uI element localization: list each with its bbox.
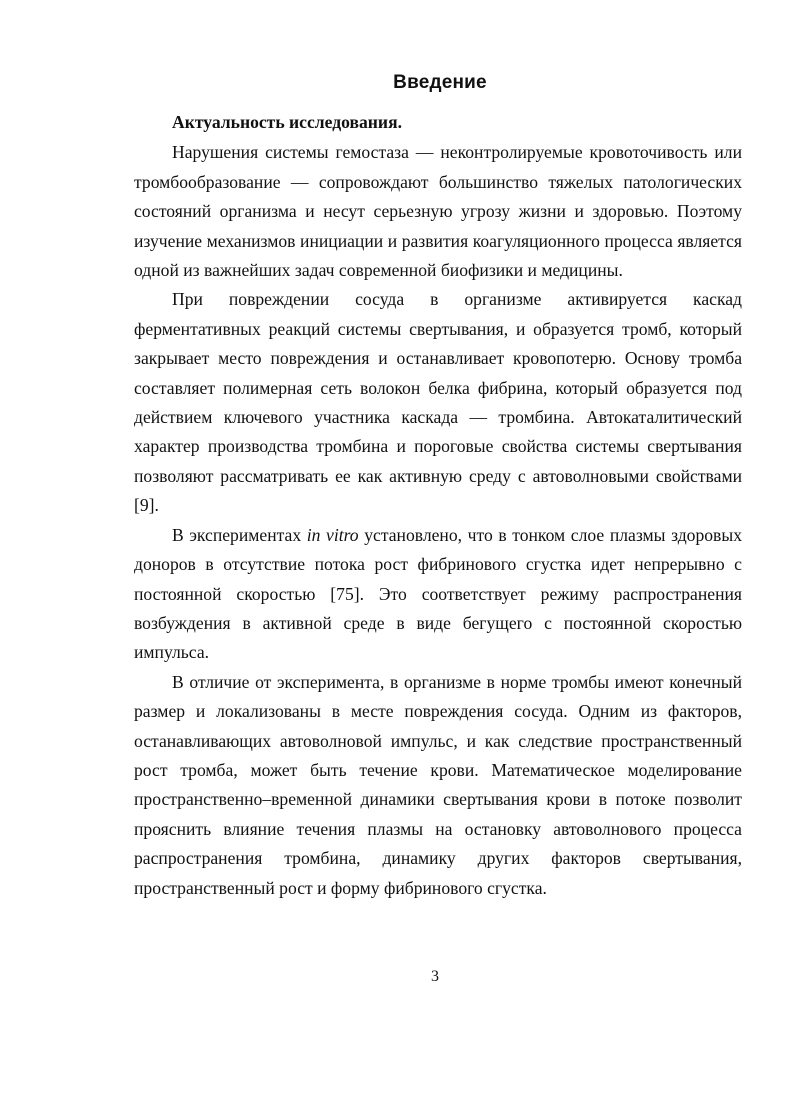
section-subheading: Актуальность исследования. <box>172 112 402 132</box>
paragraph-3-rest: установлено, что в тонком слое плазмы здоровых доноров в отсутствие потока рост фибринового сгустка идет непрерывно с постоянной скоростью [75]. Это соответствует режиму распространения возбуждения в активной среде в виде бегущего с постоянной скоростью импульса. <box>134 524 742 663</box>
paragraph-1: Нарушения системы гемостаза — неконтролируемые кровоточивость или тромбообразование — сопровождают большинство тяжелых патологических состояний организма и несут серьезную угрозу жизни и здоровью. Поэтому изучение механизмов инициации и развития коагуляционного процесса является одной из важнейших задач современной биофизики и медицины. <box>134 142 742 281</box>
paragraph-3 <box>134 521 742 668</box>
page-title: Введение <box>393 72 487 93</box>
paragraph-2: При повреждении сосуда в организме активируется каскад ферментативных реакций системы свертывания, и образуется тромб, который закрывает место повреждения и останавливает кровопотерю. Основу тромба составляет полимерная сеть волокон белка фибрина, который образуется под действием ключевого участника каскада — тромбина. Автокаталитический характер производства тромбина и пороговые свойства системы свертывания позволяют рассматривать ее как активную среду с автоволновыми свойствами [9]. <box>134 289 742 516</box>
paragraph-4: В отличие от эксперимента, в организме в норме тромбы имеют конечный размер и локализованы в месте повреждения сосуда. Одним из факторов, останавливающих автоволновой импульс, и как следствие пространственный рост тромба, может быть течение крови. Математическое моделирование пространственно–временной динамики свертывания крови в потоке позволит прояснить влияние течения плазмы на остановку автоволнового процесса распространения тромбина, динамику других факторов свертывания, пространственный рост и форму фибринового сгустка. <box>134 671 742 898</box>
paragraph-3-start: В экспериментах <box>172 524 307 545</box>
document-body <box>134 108 742 903</box>
page-number: 3 <box>431 968 439 985</box>
paragraph-3-italic-term: in vitro <box>306 524 359 545</box>
